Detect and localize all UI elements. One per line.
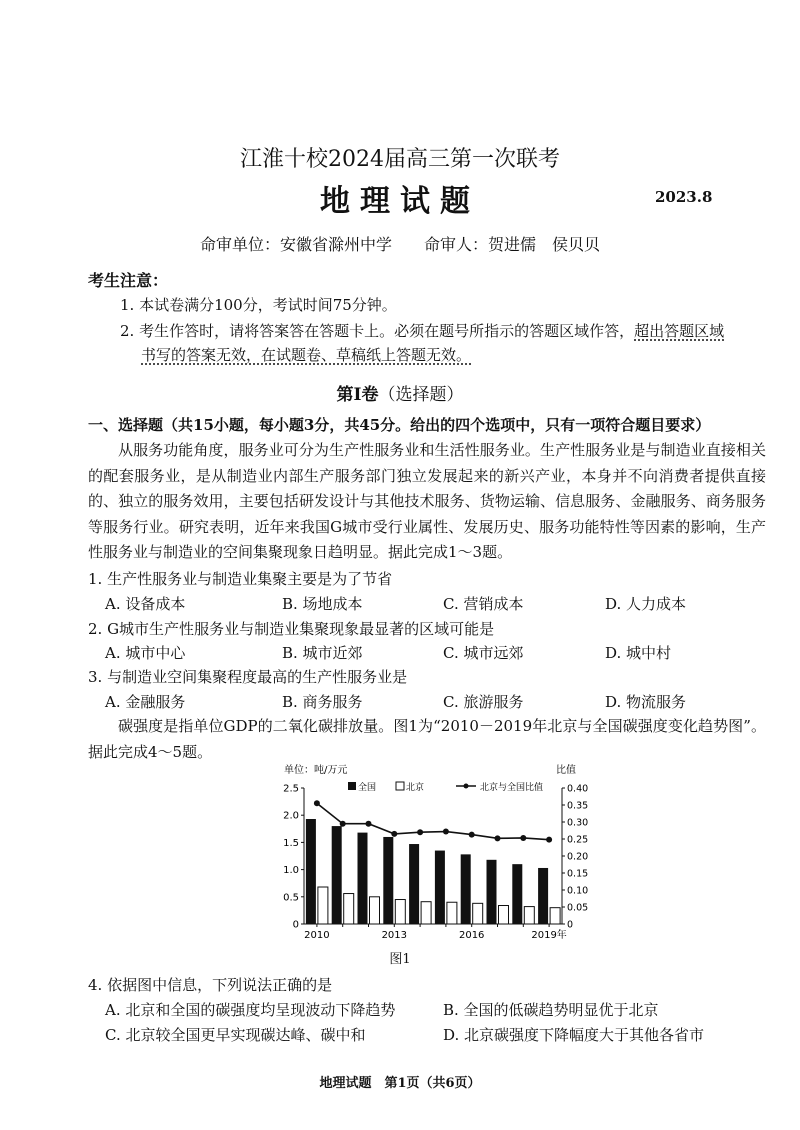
bar-national-2010 [306, 819, 316, 924]
ratio-point-2012 [366, 821, 372, 827]
q4-option-b: B. 全国的低碳趋势明显优于北京 [443, 1001, 659, 1019]
y-tick-label: 0 [292, 919, 299, 931]
chart-legend [348, 781, 543, 793]
volume-suffix: （选择题） [378, 385, 464, 405]
q4-option-a: A. 北京和全国的碳强度均呈现波动下降趋势 [105, 1001, 396, 1019]
bar-national-2016 [461, 854, 471, 924]
carbon-intensity-chart [270, 760, 610, 948]
legend-beijing-swatch [396, 782, 404, 790]
bar-national-2013 [383, 837, 393, 924]
y2-tick-label: 0.05 [567, 902, 589, 914]
ratio-point-2014 [417, 829, 423, 835]
y2-tick-label: 0.40 [567, 783, 589, 795]
y2-tick-label: 0.20 [567, 851, 589, 863]
y-tick-label: 1.0 [283, 865, 299, 877]
legend-beijing: 北京 [406, 783, 425, 793]
q3-option-d: D. 物流服务 [605, 693, 687, 711]
legend-ratio-marker [464, 784, 469, 789]
bar-beijing-2019 [550, 908, 560, 924]
ratio-point-2013 [391, 831, 397, 837]
y-tick-label: 0.5 [283, 892, 299, 904]
chart-y2-label: 比值 [556, 765, 576, 776]
q3-option-a: A. 金融服务 [105, 693, 186, 711]
bar-national-2012 [358, 833, 368, 924]
authors-line: 命审单位：安徽省滁州中学 命审人：贺进儒 侯贝贝 [199, 235, 600, 254]
q2-option-c: C. 城市远郊 [443, 644, 524, 662]
bar-beijing-2013 [395, 900, 405, 924]
bar-beijing-2018 [524, 907, 534, 924]
y2-tick-label: 0.15 [567, 868, 589, 880]
q4-option-c: C. 北京较全国更早实现碳达峰、碳中和 [105, 1026, 366, 1044]
bar-beijing-2016 [473, 903, 483, 924]
question-3-stem: 3. 与制造业空间集聚程度最高的生产性服务业是 [88, 668, 408, 686]
page-footer: 地理试题 第1页（共6页） [319, 1076, 481, 1091]
y2-tick-label: 0.35 [567, 800, 589, 812]
y2-tick-label: 0.25 [567, 834, 589, 846]
y2-tick-label: 0.30 [567, 817, 589, 829]
ratio-point-2011 [340, 821, 346, 827]
bar-beijing-2015 [447, 902, 457, 924]
bar-national-2014 [409, 844, 419, 924]
q2-option-a: A. 城市中心 [105, 644, 186, 662]
y-tick-label: 1.5 [283, 837, 299, 849]
legend-national: 全国 [358, 783, 377, 793]
volume-title [0, 380, 800, 405]
y-tick-label: 2.5 [283, 783, 299, 795]
ratio-point-2010 [314, 800, 320, 806]
volume-label: 第Ⅰ卷 [336, 385, 379, 405]
exam-date: 2023.8 [655, 188, 713, 206]
bar-beijing-2014 [421, 902, 431, 924]
bar-national-2015 [435, 851, 445, 924]
ratio-point-2019 [546, 837, 552, 843]
bar-national-2011 [332, 826, 342, 924]
q4-option-d: D. 北京碳强度下降幅度大于其他各省市 [443, 1026, 705, 1044]
bar-beijing-2017 [499, 906, 509, 924]
notice-item-2 [120, 320, 780, 341]
x-tick-label: 2013 [381, 930, 408, 941]
q1-option-c: C. 营销成本 [443, 595, 524, 613]
q1-option-d: D. 人力成本 [605, 595, 687, 613]
y-tick-label: 2.0 [283, 810, 299, 822]
notice-heading: 考生注意： [88, 271, 169, 290]
passage-2: 碳强度是指单位GDP的二氧化碳排放量。图1为“2010－2019年北京与全国碳强度变化趋势图”。据此完成4～5题。 [88, 717, 766, 761]
question-2-stem: 2. G城市生产性服务业与制造业集聚现象最显著的区域可能是 [88, 620, 495, 638]
bar-national-2017 [487, 860, 497, 924]
notice-emphasis: 超出答题区域 [634, 322, 725, 340]
q1-option-a: A. 设备成本 [105, 595, 186, 613]
chart-y-label: 单位：吨/万元 [284, 765, 348, 776]
q3-option-c: C. 旅游服务 [443, 693, 524, 711]
ratio-point-2017 [495, 835, 501, 841]
question-4-stem: 4. 依据图中信息，下列说法正确的是 [88, 976, 333, 994]
q2-option-d: D. 城中村 [605, 644, 672, 662]
notice-item-2-text: 2. 考生作答时，请将答案答在答题卡上。必须在题号所指示的答题区域作答， [120, 322, 635, 340]
y2-tick-label: 0 [567, 919, 574, 931]
legend-national-swatch [348, 782, 356, 790]
x-tick-label: 2016 [458, 930, 485, 941]
ratio-series-line [317, 803, 549, 839]
question-1-stem: 1. 生产性服务业与制造业集聚主要是为了节省 [88, 570, 393, 588]
exam-title: 江淮十校2024届高三第一次联考 [240, 147, 560, 172]
ratio-point-2016 [469, 832, 475, 838]
notice-item-2-continued: 书写的答案无效，在试题卷、草稿纸上答题无效。 [141, 346, 472, 364]
bar-national-2019 [538, 868, 548, 924]
ratio-point-2015 [443, 829, 449, 835]
notice-item-1: 1. 本试卷满分100分，考试时间75分钟。 [120, 296, 397, 314]
section-title: 一、选择题（共15小题，每小题3分，共45分。给出的四个选项中，只有一项符合题目要求） [88, 416, 711, 434]
x-tick-label: 2019年 [531, 930, 567, 941]
q3-option-b: B. 商务服务 [282, 693, 363, 711]
passage-1: 从服务功能角度，服务业可分为生产性服务业和生活性服务业。生产性服务业是与制造业直接相关的配套服务业，是从制造业内部生产服务部门独立发展起来的新兴产业，本身并不向消费者提供直接的、独立的服务效用，主要包括研发设计与其他技术服务、货物运输、信息服务、金融服务、商务服务等服务行业。研究表明，近年来我国G城市受行业属性、发展历史、服务功能特性等因素的影响，生产性服务业与制造业的空间集聚现象日趋明显。据此完成1～3题。 [88, 441, 766, 561]
subject-title: 地理试题 [320, 184, 480, 219]
bar-beijing-2011 [344, 894, 354, 924]
q2-option-b: B. 城市近郊 [282, 644, 363, 662]
q1-option-b: B. 场地成本 [282, 595, 363, 613]
bar-beijing-2010 [318, 887, 328, 924]
legend-ratio: 北京与全国比值 [480, 783, 544, 793]
bar-national-2018 [512, 864, 522, 924]
bar-beijing-2012 [370, 897, 380, 924]
y2-tick-label: 0.10 [567, 885, 589, 897]
x-tick-label: 2010 [304, 930, 330, 941]
figure-caption: 图1 [389, 952, 411, 967]
ratio-point-2018 [520, 835, 526, 841]
